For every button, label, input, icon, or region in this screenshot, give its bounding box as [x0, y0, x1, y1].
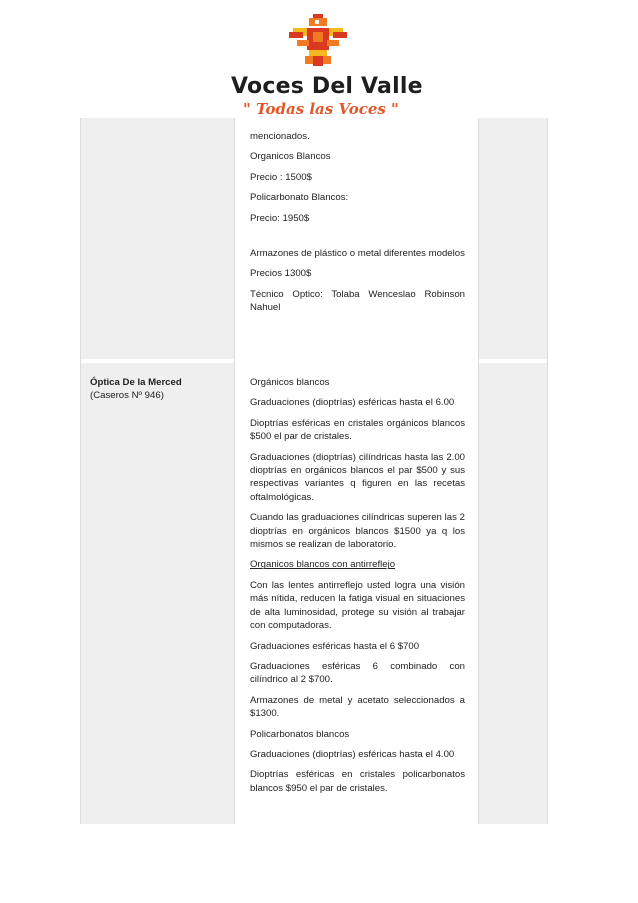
row1-content	[250, 130, 465, 322]
text-line: Precio : 1500$	[250, 171, 312, 183]
store-address: (Caseros Nº 946)	[90, 390, 164, 402]
section-heading: Organicos blancos con antirreflejo	[250, 559, 396, 571]
text-line: Policarbonato Blancos:	[250, 192, 349, 204]
text-line: Con las lentes antirreflejo usted logra una visión más nítida, reducen la fatiga visual en situaciones de alta luminosidad, protege su visión al trabajar con computadoras.	[250, 579, 465, 632]
column-divider	[478, 118, 479, 824]
text-line: Armazones de metal y acetato seleccionados a $1300.	[250, 694, 465, 720]
text-line: Graduaciones (dioptrías) esféricas hasta el 6.00	[250, 397, 455, 409]
column-divider	[547, 118, 548, 824]
text-line: Cuando las graduaciones cilíndricas superen las 2 dioptrías en orgánicos blancos $1500 ya q los mismos se realizan de laboratorio.	[250, 512, 465, 551]
text-line: Dioptrías esféricas en cristales policarbonatos blancos $950 el par de cristales.	[250, 769, 465, 794]
text-line: Orgánicos blancos	[250, 377, 330, 388]
text-line: Armazones de plástico o metal diferentes modelos	[250, 248, 465, 260]
store-name: Óptica De la Merced	[90, 377, 182, 388]
logo-title: Voces Del Valle	[231, 74, 423, 99]
row2-content	[250, 376, 465, 802]
text-line: Organicos Blancos	[250, 151, 331, 163]
text-line: Graduaciones (dioptrías) cilíndricas hasta las 2.00 dioptrías en orgánicos blancos el par $500 y sus respectivas variantes q figuren en las recetas oftalmológicas.	[250, 451, 465, 503]
bird-emblem-icon	[287, 12, 349, 74]
text-line: Graduaciones esféricas 6 combinado con cilíndrico al 2 $700.	[250, 660, 465, 686]
text-line: mencionados.	[250, 131, 310, 142]
column-divider	[234, 118, 235, 824]
text-line: Graduaciones esféricas hasta el 6 $700	[250, 640, 420, 652]
text-line: Técnico Optico: Tolaba Wenceslao Robinson Nahuel	[250, 288, 465, 314]
text-line: Policarbonatos blancos	[250, 728, 350, 740]
logo	[225, 12, 423, 118]
text-line: Dioptrías esféricas en cristales orgánicos blancos $500 el par de cristales.	[250, 417, 465, 443]
price-table	[80, 118, 548, 824]
store-info	[90, 376, 222, 403]
text-line: Graduaciones (dioptrías) esféricas hasta el 4.00	[250, 748, 455, 760]
column-divider	[80, 118, 81, 824]
logo-subtitle: " Todas las Voces "	[243, 100, 399, 118]
text-line: Precio: 1950$	[250, 212, 310, 224]
text-line: Precios 1300$	[250, 268, 312, 280]
